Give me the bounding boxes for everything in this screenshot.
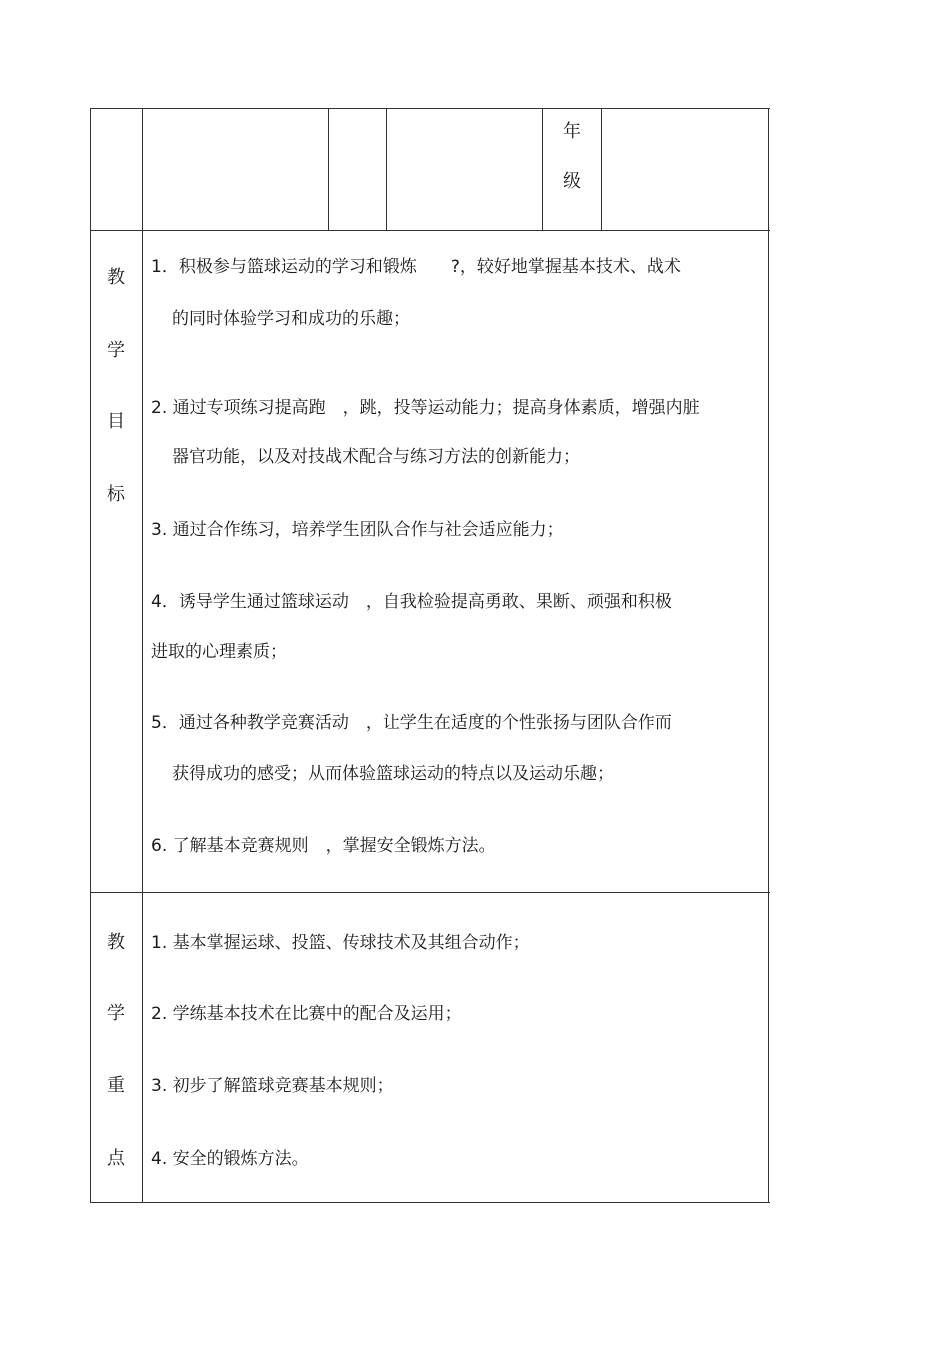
grade-label-char: 年 <box>563 121 581 142</box>
key-points-label-char: 学 <box>107 1003 125 1024</box>
header-cell-divider-3 <box>542 108 543 231</box>
objective-line: 2. 通过专项练习提高跑 ，跳，投等运动能力；提高身体素质，增强内脏 <box>151 398 700 418</box>
table-label-column-divider <box>142 108 143 1203</box>
objective-line: 5．通过各种教学竞赛活动 ，让学生在适度的个性张扬与团队合作而 <box>151 713 672 733</box>
table-divider-objectives <box>90 892 770 893</box>
key-point-line: 1. 基本掌握运球、投篮、传球技术及其组合动作； <box>151 933 530 953</box>
key-point-line: 3. 初步了解篮球竞赛基本规则； <box>151 1076 394 1096</box>
table-border-bottom <box>90 1202 770 1203</box>
objective-line: 进取的心理素质； <box>151 642 287 662</box>
objectives-label-char: 教 <box>107 267 125 288</box>
objectives-label-char: 学 <box>107 340 125 361</box>
table-divider-header <box>90 230 770 231</box>
table-border-left <box>90 108 91 1203</box>
key-point-line: 4. 安全的锻炼方法。 <box>151 1149 309 1169</box>
header-cell-divider-2 <box>386 108 387 231</box>
header-cell-divider-4 <box>601 108 602 231</box>
header-cell-divider-1 <box>328 108 329 231</box>
objectives-label-char: 标 <box>107 484 125 505</box>
objective-line: 1．积极参与篮球运动的学习和锻炼 ?，较好地掌握基本技术、战术 <box>151 257 681 277</box>
objective-line: 的同时体验学习和成功的乐趣； <box>172 309 410 329</box>
table-border-top <box>90 108 770 109</box>
objective-line: 3. 通过合作练习，培养学生团队合作与社会适应能力； <box>151 520 564 540</box>
objectives-label-char: 目 <box>107 411 125 432</box>
key-points-label-char: 重 <box>107 1075 125 1096</box>
objective-line: 4．诱导学生通过篮球运动 ，自我检验提高勇敢、果断、顽强和积极 <box>151 592 672 612</box>
objective-line: 获得成功的感受；从而体验篮球运动的特点以及运动乐趣； <box>172 764 614 784</box>
key-points-label-char: 点 <box>107 1148 125 1169</box>
grade-label-char: 级 <box>563 171 581 192</box>
objective-line: 6. 了解基本竞赛规则 ，掌握安全锻炼方法。 <box>151 836 496 856</box>
key-points-label-char: 教 <box>107 932 125 953</box>
objective-line: 器官功能，以及对技战术配合与练习方法的创新能力； <box>172 447 580 467</box>
key-point-line: 2. 学练基本技术在比赛中的配合及运用； <box>151 1004 462 1024</box>
table-border-right <box>768 108 769 1203</box>
